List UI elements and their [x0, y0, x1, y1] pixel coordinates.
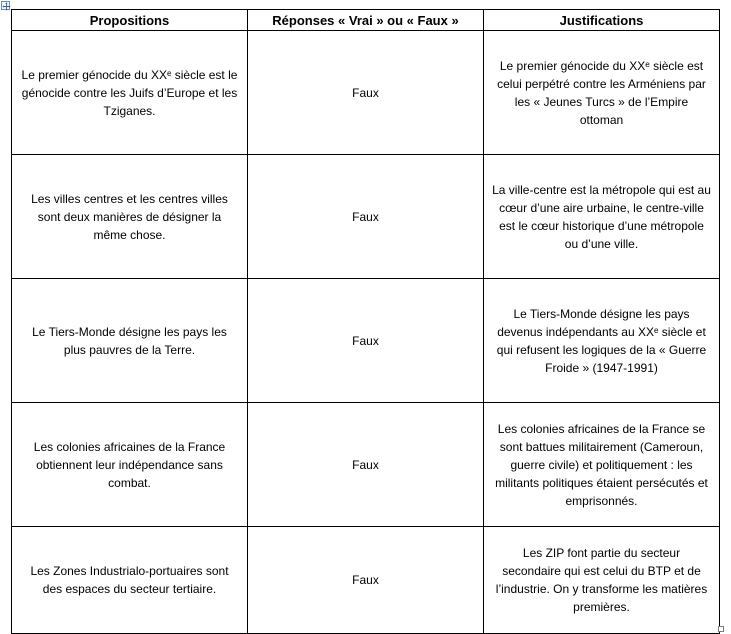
header-justifications: Justifications: [484, 10, 720, 31]
answer-cell: Faux: [248, 403, 484, 527]
justification-cell: Les ZIP font partie du secteur secondaire qui est celui du BTP et de l’industrie. On y transforme les matières premières.: [484, 527, 720, 634]
answer-cell: Faux: [248, 31, 484, 155]
answer-cell: Faux: [248, 527, 484, 634]
table-row: [12, 155, 720, 279]
table-row: [12, 279, 720, 403]
proposition-cell: Le Tiers-Monde désigne les pays les plus pauvres de la Terre.: [12, 279, 248, 403]
justification-cell: Les colonies africaines de la France se sont battues militairement (Cameroun, guerre civile) et politiquement : les militants politiques étaient persécutés et emprisonnés.: [484, 403, 720, 527]
header-answers: Réponses « Vrai » ou « Faux »: [248, 10, 484, 31]
proposition-cell: Les Zones Industrialo-portuaires sont des espaces du secteur tertiaire.: [12, 527, 248, 634]
table-row: [12, 403, 720, 527]
table-row: [12, 31, 720, 155]
answer-cell: Faux: [248, 155, 484, 279]
table-move-handle-icon[interactable]: [1, 1, 10, 10]
header-propositions: Propositions: [12, 10, 248, 31]
justification-cell: Le premier génocide du XXᵉ siècle est celui perpétré contre les Arméniens par les « Jeunes Turcs » de l’Empire ottoman: [484, 31, 720, 155]
header-row: [12, 10, 720, 31]
justification-cell: La ville-centre est la métropole qui est au cœur d’une aire urbaine, le centre-ville est le cœur historique d’une métropole ou d’une ville.: [484, 155, 720, 279]
answer-cell: Faux: [248, 279, 484, 403]
proposition-cell: Le premier génocide du XXᵉ siècle est le génocide contre les Juifs d’Europe et les Tziganes.: [12, 31, 248, 155]
true-false-table: [11, 9, 720, 634]
table-row: [12, 527, 720, 634]
table-resize-handle-icon[interactable]: [718, 626, 724, 632]
proposition-cell: Les colonies africaines de la France obtiennent leur indépendance sans combat.: [12, 403, 248, 527]
justification-cell: Le Tiers-Monde désigne les pays devenus indépendants au XXᵉ siècle et qui refusent les logiques de la « Guerre Froide » (1947-1991): [484, 279, 720, 403]
proposition-cell: Les villes centres et les centres villes sont deux manières de désigner la même chose.: [12, 155, 248, 279]
